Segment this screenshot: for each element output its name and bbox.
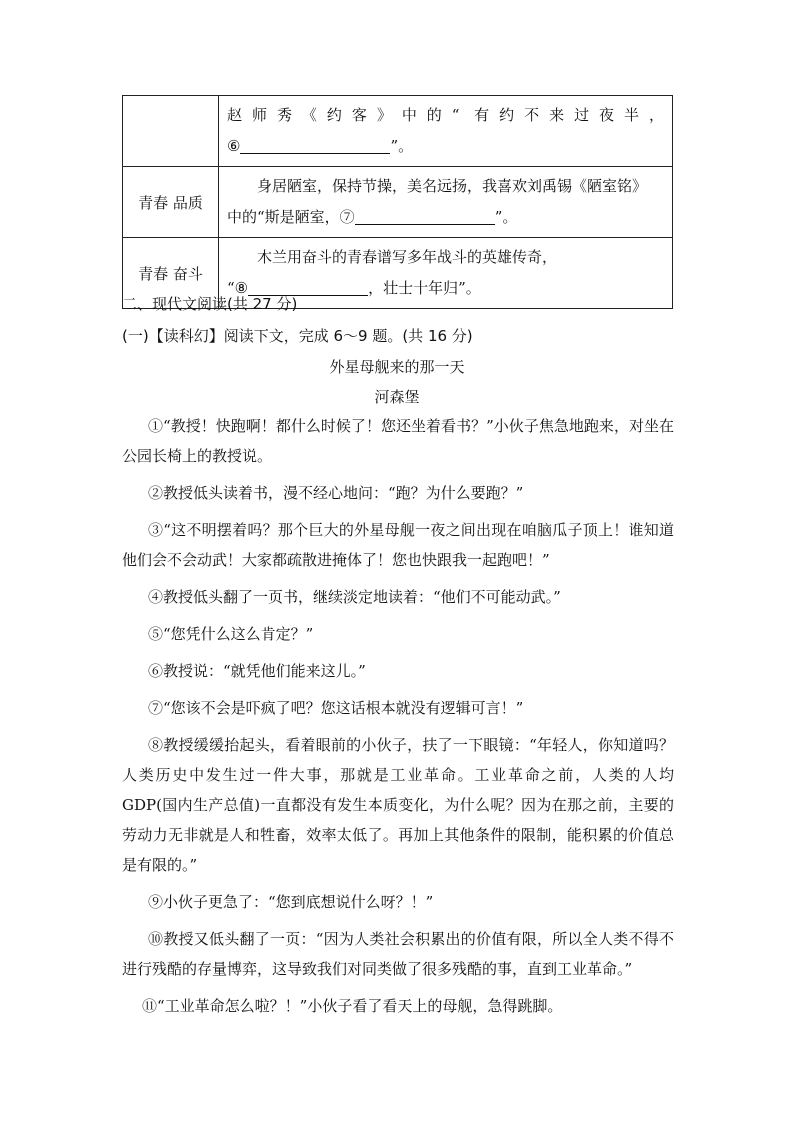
table-line-start: “: [227, 279, 235, 297]
table-line: 赵师秀《约客》中的“ 有约不来过夜半，: [227, 106, 664, 124]
table-row: [123, 96, 673, 167]
paragraph: ⑩教授又低头翻了一页：“因为人类社会积累出的价值有限，所以全人类不得不进行残酷的存量博弈，这导致我们对同类做了很多残酷的事，直到工业革命。”: [122, 930, 674, 978]
table-line-start: 中的“斯是陋室，: [227, 208, 340, 226]
paragraph-text: “工业革命怎么啦？！”小伙子看了看天上的母舰，急得跳脚。: [157, 997, 563, 1015]
paragraph: ⑧教授缓缓抬起头，看着眼前的小伙子，扶了一下眼镜：“年轻人，你知道吗？人类历史中发生过一件大事，那就是工业革命。工业革命之前，人类的人均 GDP(国内生产总值)一直都没有发生本质变化，为什么呢？因为在那之前，主要的劳动力无非就是人和牲畜，效率太低了。再加上其他条件的限制，能积累的价值总是有限的。”: [122, 736, 674, 874]
paragraph: ①“教授！快跑啊！都什么时候了！您还坐着看书？”小伙子焦急地跑来，对坐在公园长椅上的教授说。: [122, 417, 674, 465]
blank-marker: ⑦: [339, 208, 355, 226]
poetry-fill-table: [122, 95, 673, 309]
answer-blank: [355, 207, 495, 225]
table-category-cell: 青春 品质: [123, 167, 219, 238]
table-line: [227, 131, 664, 162]
table-line: 身居陋室，保持节操，美名远扬，我喜欢刘禹锡《陋室铭》: [257, 177, 648, 195]
article-author: 河森堡: [374, 388, 420, 406]
table-content-cell: [219, 167, 673, 238]
paragraph: ⑤“您凭什么这么肯定？”: [148, 625, 314, 643]
paragraph: ④教授低头翻了一页书，继续淡定地读着：“他们不可能动武。”: [148, 588, 561, 606]
paragraph-marker: ⑪: [142, 997, 158, 1015]
table-line-end: ”。: [494, 208, 518, 226]
subsection-heading: (一)【读科幻】阅读下文，完成 6～9 题。(共 16 分): [122, 327, 473, 345]
paragraph: ⑦“您该不会是吓疯了吧？您这话根本就没有逻辑可言！”: [148, 699, 524, 717]
table-category-cell: 青春 奋斗: [123, 238, 219, 309]
paragraph: ③“这不明摆着吗？那个巨大的外星母舰一夜之间出现在咱脑瓜子顶上！谁知道他们会不会动武！大家都疏散进掩体了！您也快跟我一起跑吧！”: [122, 521, 674, 569]
table-category-cell: [123, 96, 219, 167]
answer-blank: [240, 136, 390, 154]
section-heading: 二、现代文阅读(共 27 分): [122, 295, 298, 313]
table-row: [123, 167, 673, 238]
blank-marker: ⑧: [234, 279, 249, 297]
table-line-end: ，壮士十年归”。: [368, 279, 481, 297]
paragraph: ②教授低头读着书，漫不经心地问：“跑？为什么要跑？”: [148, 484, 524, 502]
article-body: [122, 411, 674, 1028]
blank-marker: ⑥: [227, 137, 241, 155]
paragraph: [122, 991, 674, 1021]
paragraph: ⑨小伙子更急了：“您到底想说什么呀？！”: [148, 893, 434, 911]
table-line: [227, 202, 664, 233]
table-line-end: ”。: [390, 137, 414, 155]
table-line: 木兰用奋斗的青春谱写多年战斗的英雄传奇，: [257, 248, 558, 266]
paragraph: ⑥教授说：“就凭他们能来这儿。”: [148, 662, 366, 680]
article-title: 外星母舰来的那一天: [329, 358, 465, 376]
table-content-cell: [219, 96, 673, 167]
